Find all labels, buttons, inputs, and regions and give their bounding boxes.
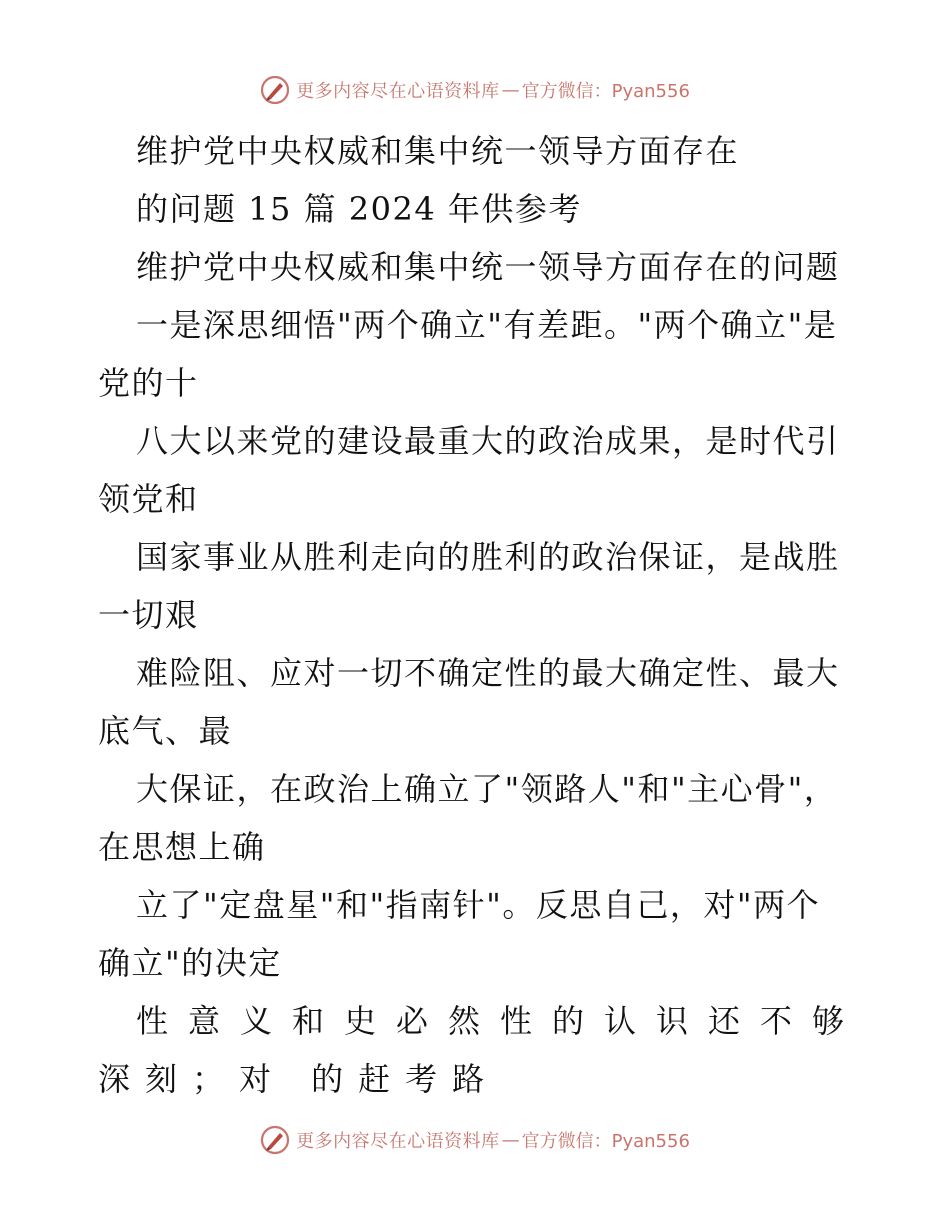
- text-line: 性意义和史必然性的认识还不够: [136, 1002, 865, 1040]
- text-line: 立了"定盘星"和"指南针"。反思自己，对"两个: [136, 886, 821, 924]
- watermark-separator: —: [501, 79, 520, 101]
- watermark-text: 更多内容尽在心语资料库: [296, 81, 500, 102]
- document-body: [98, 122, 865, 1108]
- text-line: 确立"的决定: [98, 944, 282, 982]
- footer-watermark: [0, 1120, 950, 1160]
- header-watermark: [0, 70, 950, 110]
- quill-pen-seal-icon: [260, 75, 290, 105]
- text-line: 一切艰: [98, 596, 199, 634]
- text-line: 领党和: [98, 480, 199, 518]
- watermark-wechat: 官方微信：Pyan556: [521, 1131, 690, 1152]
- text-line: 大保证，在政治上确立了"领路人"和"主心骨"，: [136, 770, 838, 808]
- watermark-separator: —: [501, 1129, 520, 1151]
- text-line: 底气、最: [98, 712, 233, 750]
- watermark-wechat: 官方微信：Pyan556: [521, 81, 690, 102]
- text-line: 党的十: [98, 364, 199, 402]
- text-line: 国家事业从胜利走向的胜利的政治保证，是战胜: [136, 538, 840, 576]
- text-line: 一是深思细悟"两个确立"有差距。"两个确立"是: [136, 306, 838, 344]
- watermark-text: 更多内容尽在心语资料库: [296, 1131, 500, 1152]
- quill-pen-seal-icon: [260, 1125, 290, 1155]
- text-line: 难险阻、应对一切不确定性的最大确定性、最大: [136, 654, 840, 692]
- document-title-line-2: 的问题 15 篇 2024 年供参考: [136, 190, 582, 228]
- text-line: 八大以来党的建设最重大的政治成果，是时代引: [136, 422, 840, 460]
- text-line: 维护党中央权威和集中统一领导方面存在的问题: [136, 248, 840, 286]
- text-line: 在思想上确: [98, 828, 266, 866]
- text-line: 深刻；对 的赶考路: [98, 1060, 500, 1098]
- document-title-line-1: 维护党中央权威和集中统一领导方面存在: [136, 132, 740, 170]
